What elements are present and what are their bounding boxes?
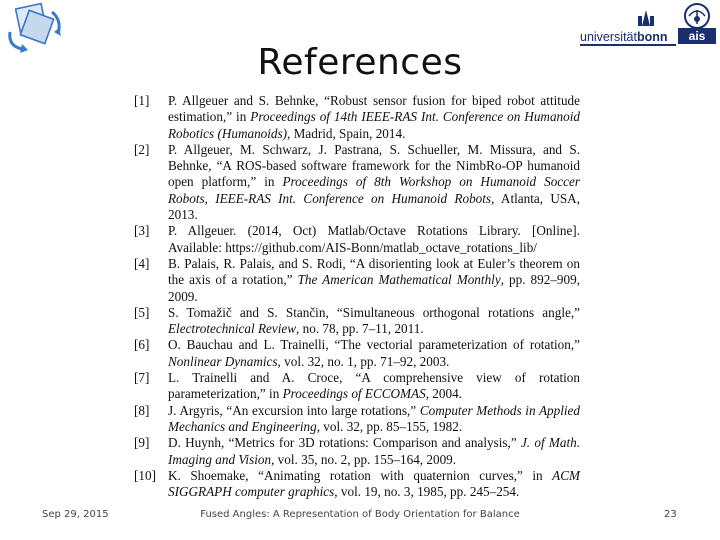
reference-text xyxy=(168,435,580,468)
reference-number: [3] xyxy=(134,223,150,239)
reference-text xyxy=(168,256,580,305)
reference-segment: B. Palais, R. Palais, and S. Rodi, “A disorienting look at Euler’s theorem on the axis of a rotation,” xyxy=(168,255,580,288)
reference-item xyxy=(134,223,580,256)
footer-date: Sep 29, 2015 xyxy=(42,509,109,520)
reference-segment: P. Allgeuer and S. Behnke, “Robust sensor fusion for biped robot attitude estimation,” in xyxy=(168,93,580,125)
reference-number: [9] xyxy=(134,435,150,451)
reference-segment: , Atlanta, USA, 2013. xyxy=(168,190,580,223)
reference-segment: J. Argyris, “An excursion into large rotations,” xyxy=(168,402,420,418)
reference-text xyxy=(168,223,580,256)
reference-segment: , Madrid, Spain, 2014. xyxy=(287,125,406,141)
reference-segment: P. Allgeuer, M. Schwarz, J. Pastrana, S. Schueller, M. Missura, and S. Behnke, “A ROS-based software framework for the NimbRo-OP humanoid open platform,” in xyxy=(168,141,580,190)
reference-segment: , vol. 35, no. 2, pp. 155–164, 2009. xyxy=(271,451,457,467)
footer-title: Fused Angles: A Representation of Body Orientation for Balance xyxy=(200,509,520,520)
reference-number: [7] xyxy=(134,370,150,386)
reference-venue: The American Mathematical Monthly xyxy=(297,272,501,288)
reference-venue: J. of Math. Imaging and Vision xyxy=(168,435,580,467)
reference-segment: , no. 78, pp. 7–11, 2011. xyxy=(296,321,424,337)
reference-segment: , pp. 892–909, 2009. xyxy=(168,272,580,304)
reference-item xyxy=(134,337,580,370)
reference-segment: S. Tomažič and S. Stančin, “Simultaneous orthogonal rotations angle,” xyxy=(168,304,580,320)
reference-segment: , vol. 19, no. 3, 1985, pp. 245–254. xyxy=(334,484,520,500)
seal-icon xyxy=(580,2,720,30)
reference-item xyxy=(134,142,580,223)
reference-text xyxy=(168,142,580,223)
reference-segment: , 2004. xyxy=(425,386,462,402)
logo-wordmark: universitätbonn xyxy=(580,30,668,44)
reference-item xyxy=(134,256,580,305)
reference-segment: K. Shoemake, “Animating rotation with quaternion curves,” in xyxy=(168,467,553,483)
reference-list xyxy=(134,93,580,500)
reference-venue: Proceedings of 14th IEEE-RAS Int. Conference on Humanoid Robotics (Humanoids) xyxy=(168,109,580,141)
reference-item xyxy=(134,403,580,436)
reference-number: [5] xyxy=(134,304,150,320)
reference-segment: , vol. 32, pp. 85–155, 1982. xyxy=(316,418,463,434)
reference-number: [2] xyxy=(134,141,150,157)
reference-text xyxy=(168,403,580,436)
reference-number: [10] xyxy=(134,467,156,483)
reference-segment: O. Bauchau and L. Trainelli, “The vectorial parameterization of rotation,” xyxy=(168,337,580,353)
reference-number: [1] xyxy=(134,93,150,108)
reference-venue: Computer Methods in Applied Mechanics and Engineering xyxy=(168,402,580,434)
reference-item xyxy=(134,468,580,501)
reference-number: [4] xyxy=(134,255,150,271)
reference-venue: Nonlinear Dynamics xyxy=(168,353,278,369)
university-logo xyxy=(580,2,720,46)
reference-item xyxy=(134,370,580,403)
reference-number: [6] xyxy=(134,337,150,353)
reference-item xyxy=(134,93,580,142)
reference-number: [8] xyxy=(134,402,150,418)
reference-text xyxy=(168,93,580,142)
reference-segment: L. Trainelli and A. Croce, “A comprehensive view of rotation parameterization,” in xyxy=(168,370,580,402)
reference-segment: P. Allgeuer. (2014, Oct) Matlab/Octave Rotations Library. [Online]. Available: https://github.com/AIS-Bonn/matlab_octave_rotations_lib/ xyxy=(168,223,580,255)
reference-text xyxy=(168,468,580,501)
reference-text xyxy=(168,305,580,338)
ais-badge: ais xyxy=(678,28,716,44)
reference-text xyxy=(168,337,580,370)
page-number: 23 xyxy=(664,509,677,520)
reference-segment: D. Huynh, “Metrics for 3D rotations: Comparison and analysis,” xyxy=(168,435,521,451)
reference-venue: ACM SIGGRAPH computer graphics xyxy=(168,467,580,500)
reference-venue: Proceedings of 8th Workshop on Humanoid Soccer Robots, IEEE-RAS Int. Conference on Humanoid Robots xyxy=(168,174,580,206)
reference-item xyxy=(134,435,580,468)
reference-text xyxy=(168,370,580,403)
reference-venue: Proceedings of ECCOMAS xyxy=(282,386,426,402)
reference-item xyxy=(134,305,580,338)
reference-venue: Electrotechnical Review xyxy=(168,321,297,337)
reference-segment: , vol. 32, no. 1, pp. 71–92, 2003. xyxy=(277,353,450,369)
page-title: References xyxy=(257,42,463,83)
